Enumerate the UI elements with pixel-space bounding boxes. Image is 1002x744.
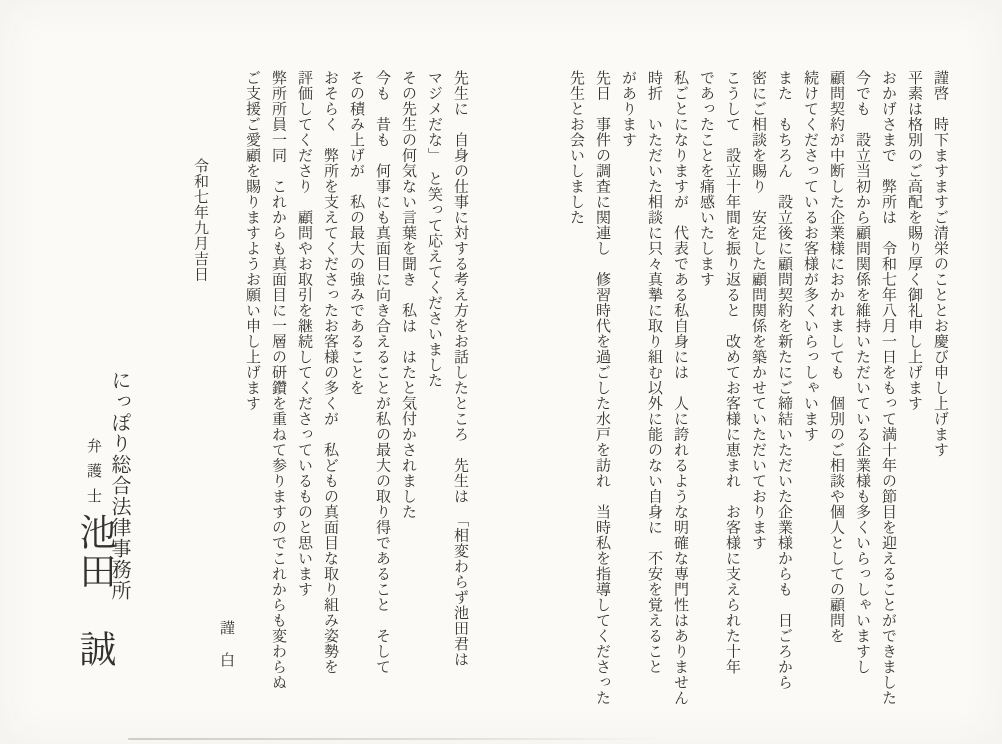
- paragraph-block-story: [239, 70, 473, 690]
- letter-column: その積み上げが 私の最大の強みであることを: [348, 70, 364, 396]
- signer-name: 池田 誠: [73, 513, 114, 669]
- letter-column: があります: [620, 70, 636, 148]
- letter-column: また もちろん 設立後に顧問契約を新たにご締結いただいた企業様からも 日ごろから: [776, 70, 792, 690]
- letter-column: 先日 事件の調査に関連し 修習時代を過ごした水戸を訪れ 当時私を指導してくださった: [594, 70, 610, 706]
- letter-column: こうして 設立十年間を振り返ると 改めてお客様に恵まれ お客様に支えられた十年: [724, 70, 740, 675]
- letter-column: 先生とお会いしました: [568, 70, 584, 225]
- letter-column: 平素は格別のご高配を賜り厚く御礼申し上げます: [906, 70, 922, 411]
- letter-column: おそらく 弊所を支えてくださったお客様の多くが 私どもの真面目な取り組み姿勢を: [322, 70, 338, 675]
- letter-column: 評価してくださり 顧問やお取引を継続してくださっているものと思います: [296, 70, 312, 597]
- letter-column: であったことを痛感いたします: [698, 70, 714, 287]
- letter-column: 謹啓 時下ますますご清栄のこととお慶び申し上げます: [932, 70, 948, 458]
- letter-body: [73, 70, 953, 706]
- letter-column: 弊所所員一同 これからも真面目に一層の研鑽を重ねて参りますのでこれからも変わらぬ: [270, 70, 286, 690]
- paragraph-block-opening: [563, 70, 953, 706]
- signer: [73, 70, 114, 669]
- letter-column: ご支援ご愛顧を賜りますようお願い申し上げます: [244, 70, 260, 411]
- letter-column: 密にご相談を賜り 安定した顧問関係を築かせていただいております: [750, 70, 766, 551]
- letter-column: その先生の何気ない言葉を聞き 私は はたと気付かされました: [400, 70, 416, 520]
- closing-word: 謹 白: [218, 620, 234, 668]
- paper-edge-line: [128, 738, 663, 740]
- signer-title: 弁護士: [85, 438, 101, 513]
- letter-column: 私ごとになりますが 代表である私自身には 人に誇れるような明確な専門性はありません: [672, 70, 688, 706]
- firm-name: にっぽり総合法律事務所: [108, 370, 130, 601]
- letter-column: 時折 いただいた相談に只々真摯に取り組む以外に能のない自身に 不安を覚えること: [646, 70, 662, 675]
- letter-date: 令和七年九月吉日: [192, 158, 208, 282]
- letter-column: 続けてくださっているお客様が多くいらっしゃいます: [802, 70, 818, 442]
- signature-block: [73, 70, 132, 669]
- letter-column: マジメだな」 と笑って応えてくださいました: [426, 70, 442, 388]
- letter-column: 今も 昔も 何事にも真面目に向き合えることが私の最大の取り得であること そして: [374, 70, 390, 675]
- letter-column: 先生に 自身の仕事に対する考え方をお話したところ 先生は 「相変わらず池田君は: [452, 70, 468, 667]
- letter-column: おかげさまで 弊所は 令和七年八月一日をもって満十年の節目を迎えることができました: [880, 70, 896, 706]
- letter-column: 顧問契約が中断した企業様におかれましても 個別のご相談や個人としての顧問を: [828, 70, 844, 644]
- letter-column: 今でも 設立当初から顧問関係を維持いただいている企業様も多くいらっしゃいますし: [854, 70, 870, 675]
